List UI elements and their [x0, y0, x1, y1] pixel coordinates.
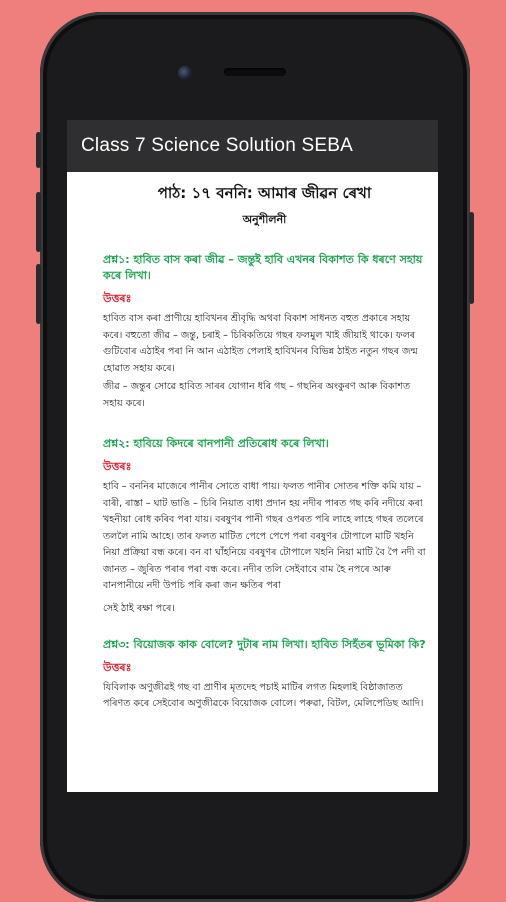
- answer-label: উত্তৰঃ: [103, 460, 132, 473]
- answer-paragraph: হাবিত বাস কৰা প্ৰাণীয়ে হাবিখনৰ শ্ৰীবৃদ্ধি অথবা বিকাশ সাধনত বহুত প্ৰকাৰে সহায় কৰে। বহুতো জীৱ – জন্তু, চৰাই – চিৰিকতিয়ে গছৰ ফলমুল খাই জীয়াই থাকে। ফলৰ গুটিবোৰ এঠাইৰ পৰা নি আন এঠাইত পেলাই হাবিখনৰ বিভিন্ন ঠাইত নতুন গছৰ জন্ম হোৱাত সহায় কৰে।: [103, 313, 418, 374]
- answer-label: উত্তৰঃ: [103, 292, 132, 305]
- answer-text: [103, 479, 426, 595]
- question-text: প্ৰশ্ন২: হাবিয়ে কিদৰে বানপানী প্ৰতিৰোধ কৰে লিখা।: [103, 437, 329, 450]
- answer-paragraph: যিবিলাক অণুজীৱই গছ বা প্ৰাণীৰ মৃতদেহ পচাই মাটিৰ লগত মিহলাই বিষ্ঠাজাতত পৰিণত কৰে সেইবোৰ অণুজীৱকে বিয়োজক বোলে। পৰুৱা, বিটল, মেলিপেডিছ আদি।: [103, 681, 424, 709]
- answer-paragraph: হাবি – বননিৰ মাজেৰে পানীৰ সোতে বাধা পায়। ফলত পানীৰ সোতৰ শক্তি কমি যায় – বাৰী, ৰাস্তা – ঘাট ভাঙি – চিৰি নিয়াত বাধা প্ৰদান হয় নদীৰ পাৰত গছ কৰি নদীয়ে কৰা খহনীয়া ৰোধ কৰিব পৰা যায়। বৰষুণৰ পানী গছৰ ওপৰত পৰি লাহে লাহে গছৰ তলেৰে তললৈ নামি আহে। তাৰ ফলত মাটিত পেপে পেপে পৰা বৰষুণৰ টোপালে মাটি খহনি নিয়া প্ৰক্ৰিয়া বন্ধ কৰে। বন বা ঘাঁহনিয়ে বৰষুণৰ টোপালে খহনি নিয়া মাটি বৈ পৈ নদী বা জানত – জুৰিত পৰাৰ পৰা বন্ধ কৰে। নদীৰ তলি সেইবাবে বাম হৈ নপৰে আৰু বানপানীয়ে নদী উপচি পৰি কৰা জন ক্ষতিৰ পৰা: [103, 481, 426, 591]
- answer-paragraph: জীৱ – জন্তুৰ সোৱে হাবিত সাৰৰ যোগান ধৰি গছ – গছনিৰ অংকুৰণ আৰু বিকাশত সহায় কৰে।: [103, 381, 411, 409]
- exercise-heading: অনুশীলনী: [242, 213, 287, 226]
- qa-block: [103, 436, 426, 617]
- mute-switch: [36, 132, 41, 168]
- lesson-content[interactable]: [67, 172, 438, 713]
- answer-text: [103, 311, 426, 412]
- phone-frame: [40, 12, 470, 902]
- front-camera-icon: [178, 66, 192, 80]
- app-title: Class 7 Science Solution SEBA: [81, 135, 353, 156]
- app-bar: [67, 120, 438, 172]
- app-screen: [67, 120, 438, 792]
- answer-text: [103, 680, 426, 713]
- answer-extra-line: সেই ঠাই ৰক্ষা পৰে।: [103, 602, 175, 614]
- power-button: [469, 212, 474, 304]
- answer-label: উত্তৰঃ: [103, 660, 132, 674]
- qa-block: [103, 252, 426, 412]
- qa-block: [103, 637, 426, 713]
- chapter-title: পাঠ: ১৭ বননি: আমাৰ জীৱন ৰেখা: [157, 184, 372, 202]
- volume-down-button: [36, 264, 41, 324]
- question-text: প্ৰশ্ন১: হাবিত বাস কৰা জীৱ – জন্তুই হাবি এখনৰ বিকাশত কি ধৰণে সহায় কৰে লিখা।: [103, 253, 423, 282]
- volume-up-button: [36, 192, 41, 252]
- question-text: প্ৰশ্ন৩: বিয়োজক কাক বোলে? দুটাৰ নাম লিখা। হাবিত সিহঁতৰ ভূমিকা কি?: [103, 637, 426, 651]
- earpiece-speaker: [224, 68, 286, 76]
